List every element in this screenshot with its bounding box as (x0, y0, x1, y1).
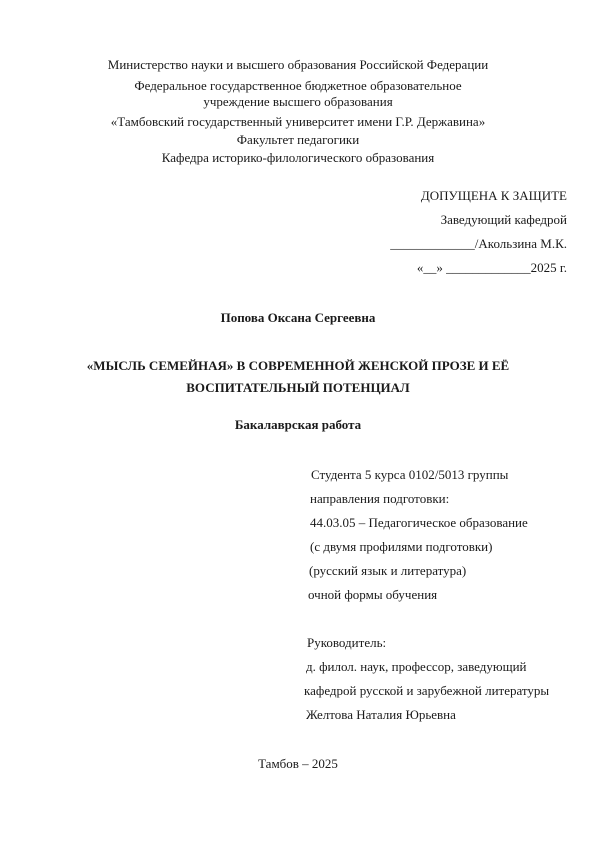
approval-date: «__» _____________2025 г. (416, 260, 567, 275)
ministry-line: Министерство науки и высшего образования Российской Федерации (107, 57, 489, 72)
institution-type-line: Федеральное государственное бюджетное образовательное (134, 78, 462, 93)
student-info-line: 44.03.05 – Педагогическое образование (310, 515, 528, 530)
faculty-name: Факультет педагогики (236, 132, 360, 147)
approval-position: Заведующий кафедрой (440, 212, 567, 227)
student-info-line: очной формы обучения (308, 587, 438, 602)
student-info-line: (с двумя профилями подготовки) (310, 539, 493, 554)
institution-level-line: учреждение высшего образования (203, 94, 393, 109)
student-info-line: Студента 5 курса 0102/5013 группы (311, 467, 509, 482)
student-info-line: направления подготовки: (310, 491, 450, 506)
author-name: Попова Оксана Сергеевна (220, 310, 376, 325)
approval-signature: _____________/Акользина М.К. (390, 236, 567, 251)
city-year: Тамбов – 2025 (258, 756, 338, 771)
department-name: Кафедра историко-филологического образования (161, 150, 435, 165)
supervisor-label: Руководитель: (307, 635, 387, 650)
thesis-title-line-2: ВОСПИТАТЕЛЬНЫЙ ПОТЕНЦИАЛ (186, 380, 410, 395)
approval-title: ДОПУЩЕНА К ЗАЩИТЕ (420, 188, 567, 203)
student-info-line: (русский язык и литература) (309, 563, 467, 578)
supervisor-department: кафедрой русской и зарубежной литературы (304, 683, 550, 698)
university-name: «Тамбовский государственный университет имени Г.Р. Державина» (110, 114, 486, 129)
supervisor-title: д. филол. наук, профессор, заведующий (306, 659, 527, 674)
thesis-title-line-1: «МЫСЛЬ СЕМЕЙНАЯ» В СОВРЕМЕННОЙ ЖЕНСКОЙ ПРОЗЕ И ЕЁ (86, 358, 510, 373)
supervisor-name: Желтова Наталия Юрьевна (306, 707, 456, 722)
thesis-type: Бакалаврская работа (234, 417, 362, 432)
